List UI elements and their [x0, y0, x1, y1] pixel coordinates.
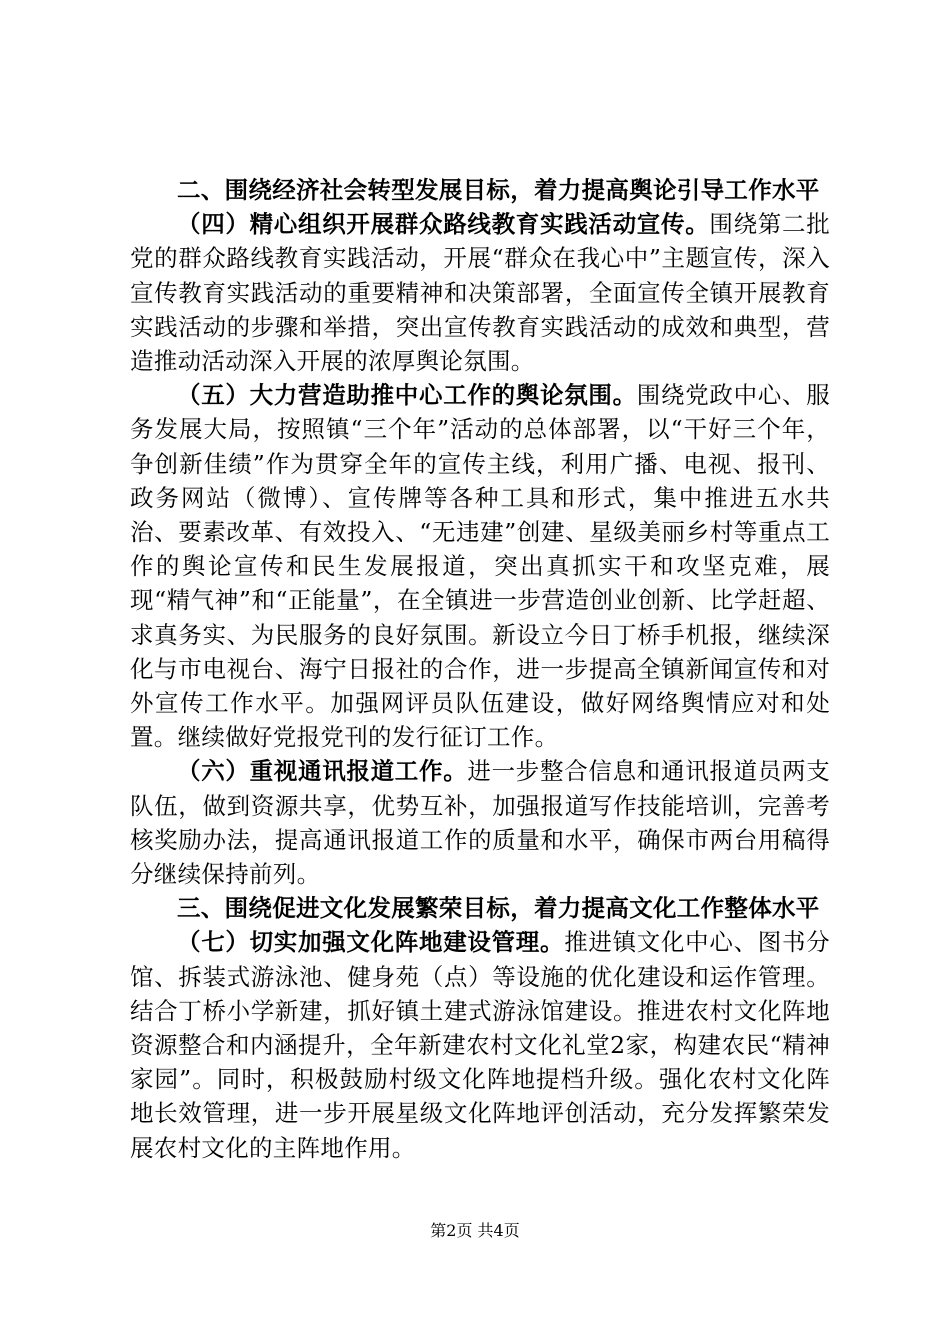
section-heading-2: 二、围绕经济社会转型发展目标，着力提高舆论引导工作水平	[177, 176, 820, 204]
paragraph-5-lead: （五）大力营造助推中心工作的舆论氛围。	[177, 381, 637, 410]
paragraph-5	[130, 378, 830, 754]
paragraph-6	[130, 754, 830, 891]
paragraph-6-text: 进一步整合信息和通讯报道员两支队伍，做到资源共享，优势互补，加强报道写作技能培训，完善考核奖励办法，提高通讯报道工作的质量和水平，确保市两台用稿得分继续保持前列。	[130, 757, 831, 889]
paragraph-4-lead: （四）精心组织开展群众路线教育实践活动宣传。	[177, 210, 710, 239]
document-body	[130, 173, 830, 1165]
paragraph-7-lead: （七）切实加强文化阵地建设管理。	[177, 928, 565, 957]
paragraph-6-lead: （六）重视通讯报道工作。	[177, 757, 468, 786]
paragraph-4-text: 围绕第二批党的群众路线教育实践活动，开展“群众在我心中”主题宣传，深入宣传教育实践活动的重要精神和决策部署，全面宣传全镇开展教育实践活动的步骤和举措，突出宣传教育实践活动的成效和典型，营造推动活动深入开展的浓厚舆论氛围。	[130, 210, 831, 376]
page-number-footer: 第2页 共4页	[430, 1221, 520, 1240]
paragraph-4	[130, 207, 830, 378]
paragraph-7-text: 推进镇文化中心、图书分馆、拆装式游泳池、健身苑（点）等设施的优化建设和运作管理。结合丁桥小学新建，抓好镇土建式游泳馆建设。推进农村文化阵地资源整合和内涵提升，全年新建农村文化礼堂2家，构建农民“精神家园”。同时，积极鼓励村级文化阵地提档升级。强化农村文化阵地长效管理，进一步开展星级文化阵地评创活动，充分发挥繁荣发展农村文化的主阵地作用。	[130, 928, 830, 1162]
paragraph-7	[130, 925, 830, 1164]
paragraph-5-text: 围绕党政中心、服务发展大局，按照镇“三个年”活动的总体部署，以“干好三个年，争创新佳绩”作为贯穿全年的宣传主线，利用广播、电视、报刊、政务网站（微博）、宣传牌等各种工具和形式，集中推进五水共治、要素改革、有效投入、“无违建”创建、星级美丽乡村等重点工作的舆论宣传和民生发展报道，突出真抓实干和攻坚克难，展现“精气神”和“正能量”，在全镇进一步营造创业创新、比学赶超、求真务实、为民服务的良好氛围。新设立今日丁桥手机报，继续深化与市电视台、海宁日报社的合作，进一步提高全镇新闻宣传和对外宣传工作水平。加强网评员队伍建设，做好网络舆情应对和处置。继续做好党报党刊的发行征订工作。	[130, 381, 830, 752]
section-heading-3: 三、围绕促进文化发展繁荣目标，着力提高文化工作整体水平	[177, 894, 820, 923]
